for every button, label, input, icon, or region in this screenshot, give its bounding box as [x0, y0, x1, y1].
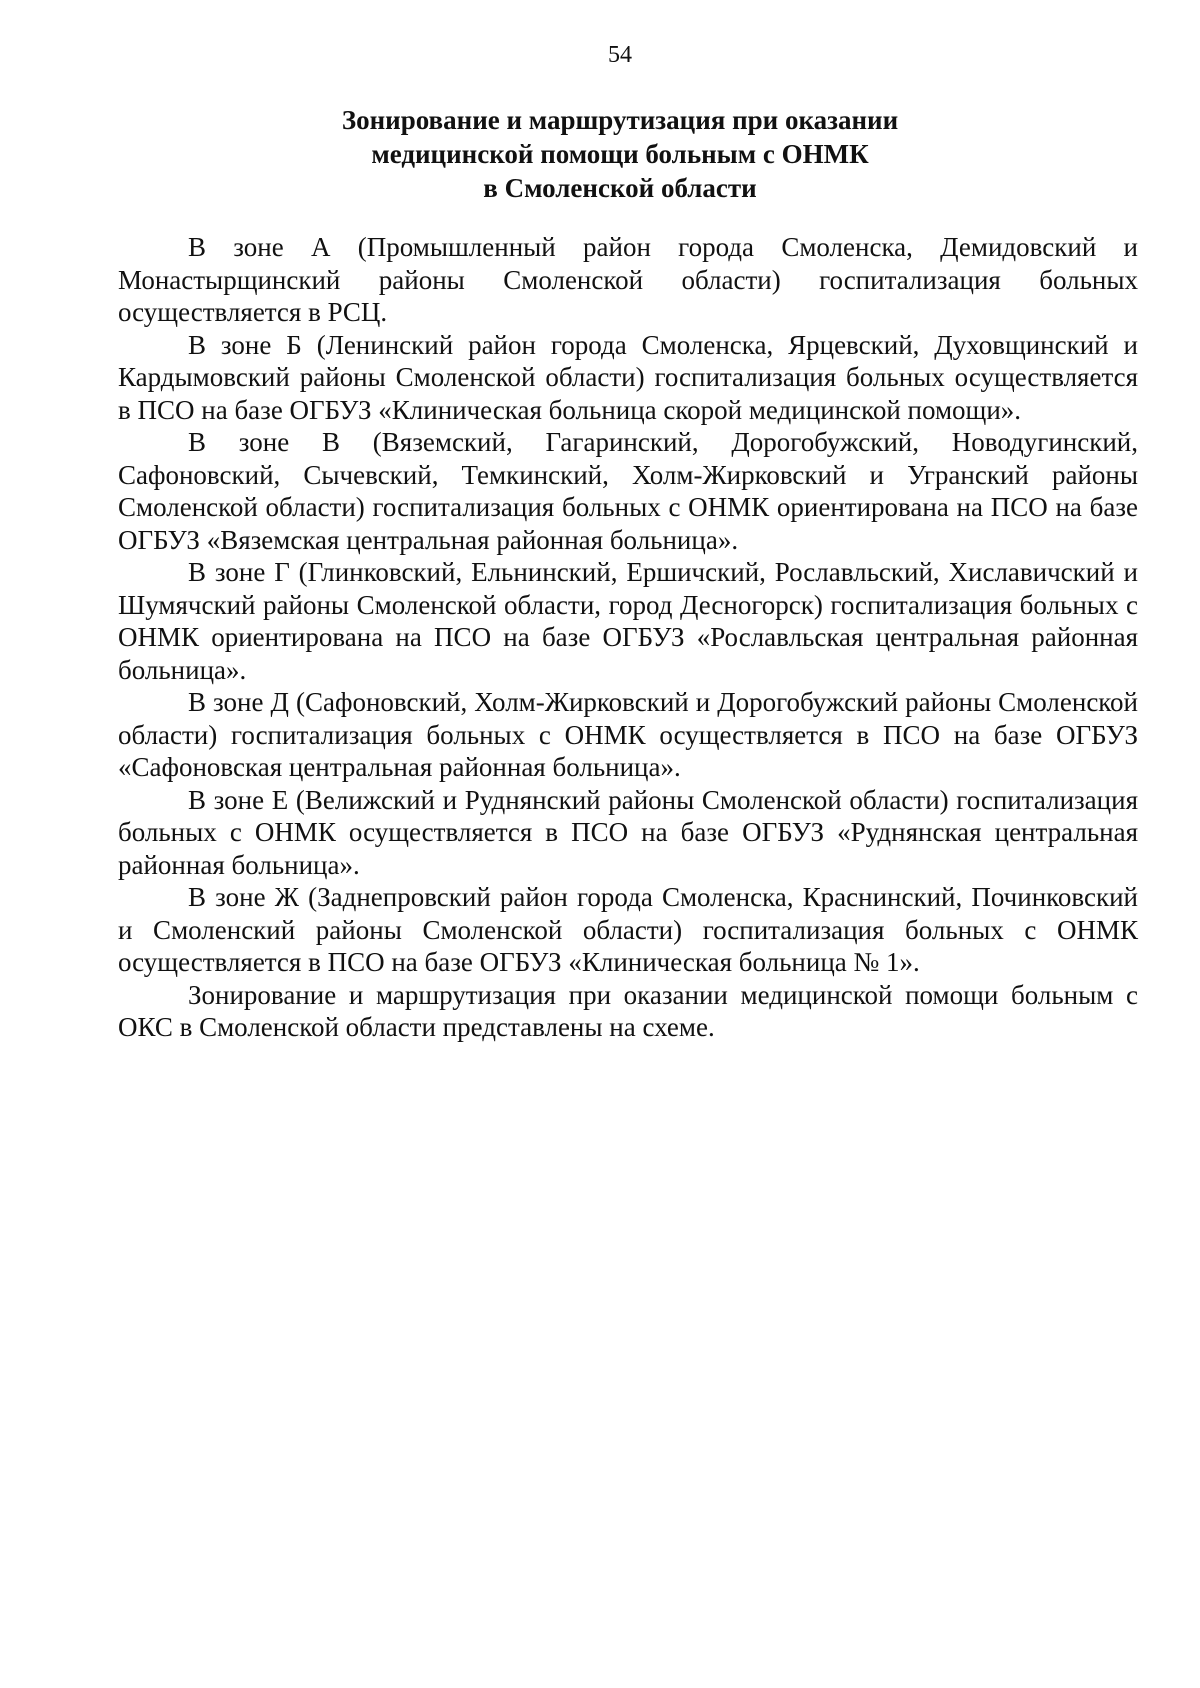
document-title [0, 103, 1200, 205]
paragraph-zone-b: В зоне Б (Ленинский район города Смоленска, Ярцевский, Духовщинский и Кардымовский районы Смоленской области) госпитализация больных осуществляется в ПСО на базе ОГБУЗ «Клиническая больница скорой медицинской помощи». [118, 329, 1138, 425]
page-number: 54 [608, 42, 632, 68]
paragraph-zone-zh: В зоне Ж (Заднепровский район города Смоленска, Краснинский, Починковский и Смоленский районы Смоленской области) госпитализация больных с ОНМК осуществляется в ПСО на базе ОГБУЗ «Клиническая больница № 1». [118, 882, 1138, 977]
document-body [118, 231, 1138, 1044]
title-line-1: Зонирование и маршрутизация при оказании [341, 105, 899, 135]
paragraph-oks-scheme: Зонирование и маршрутизация при оказании медицинской помощи больным с ОКС в Смоленской области представлены на схеме. [118, 979, 1138, 1042]
paragraph-zone-g: В зоне Г (Глинковский, Ельнинский, Ершичский, Рославльский, Хиславичский и Шумячский районы Смоленской области, город Десногорск) госпитализация больных с ОНМК ориентирована на ПСО на базе ОГБУЗ «Рославльская центральная районная больница». [118, 557, 1138, 685]
paragraph-zone-e: В зоне Е (Велижский и Руднянский районы Смоленской области) госпитализация больных с ОНМК осуществляется в ПСО на базе ОГБУЗ «Руднянская центральная районная больница». [118, 784, 1138, 880]
paragraph-zone-a: В зоне А (Промышленный район города Смоленска, Демидовский и Монастырщинский районы Смоленской области) госпитализация больных осуществляется в РСЦ. [118, 232, 1138, 327]
paragraph-zone-v: В зоне В (Вяземский, Гагаринский, Дорогобужский, Новодугинский, Сафоновский, Сычевский, Темкинский, Холм-Жирковский и Угранский районы Смоленской области) госпитализация больных с ОНМК ориентирована на ПСО на базе ОГБУЗ «Вяземская центральная районная больница». [118, 427, 1138, 555]
title-line-3: в Смоленской области [483, 173, 757, 203]
title-line-2: медицинской помощи больным с ОНМК [371, 139, 869, 169]
paragraph-zone-d: В зоне Д (Сафоновский, Холм-Жирковский и Дорогобужский районы Смоленской области) госпитализация больных с ОНМК осуществляется в ПСО на базе ОГБУЗ «Сафоновская центральная районная больница». [118, 687, 1138, 782]
